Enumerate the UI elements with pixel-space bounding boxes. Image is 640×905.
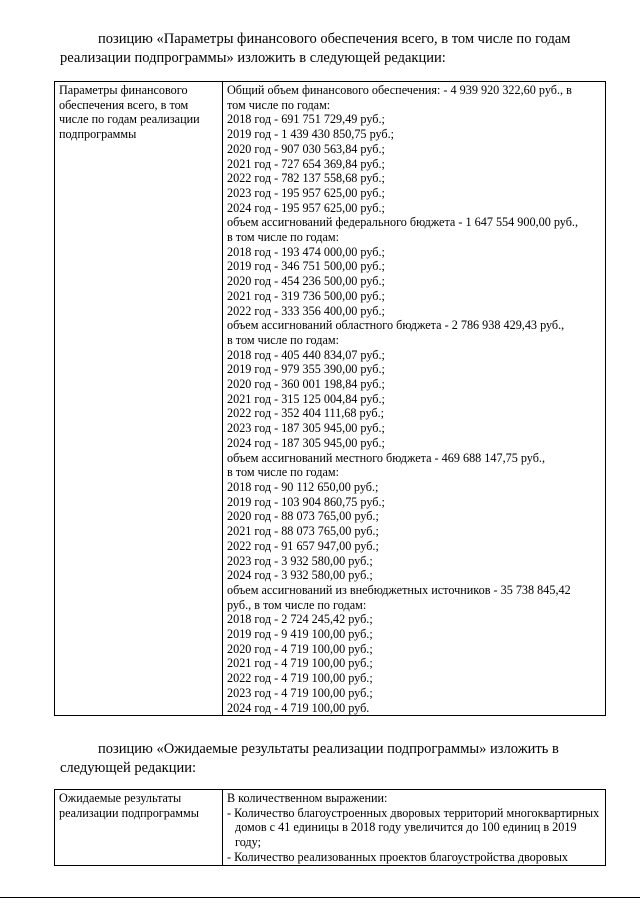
page-bottom-rule <box>0 897 640 898</box>
results-heading: В количественном выражении: <box>227 791 388 805</box>
financing-line: 2023 год - 4 719 100,00 руб.; <box>227 685 373 700</box>
financing-table <box>54 81 606 716</box>
financing-line: в том числе по годам: <box>227 230 339 245</box>
results-item-2: - Количество реализованных проектов благоустройства дворовых <box>227 849 569 864</box>
financing-line: 2021 год - 4 719 100,00 руб.; <box>227 656 373 671</box>
financing-line: 2022 год - 91 657 947,00 руб.; <box>227 538 379 553</box>
financing-line: 2021 год - 727 654 369,84 руб.; <box>227 156 385 171</box>
financing-line: 2022 год - 333 356 400,00 руб.; <box>227 303 385 318</box>
financing-line: 2023 год - 195 957 625,00 руб.; <box>227 185 385 200</box>
financing-line: 2020 год - 360 001 198,84 руб.; <box>227 377 385 392</box>
financing-line: 2018 год - 2 724 245,42 руб.; <box>227 612 373 627</box>
results-label: Ожидаемые результаты реализации подпрограммы <box>59 791 199 820</box>
financing-line: 2021 год - 88 073 765,00 руб.; <box>227 524 379 539</box>
financing-line: 2019 год - 1 439 430 850,75 руб.; <box>227 127 395 142</box>
financing-line: том числе по годам: <box>227 97 331 112</box>
intro-2-line-1: позицию «Ожидаемые результаты реализации подпрограммы» изложить в <box>98 741 559 757</box>
intro-1-line-2: реализации подпрограммы» изложить в следующей редакции: <box>60 50 446 66</box>
results-row <box>55 790 606 866</box>
financing-line: объем ассигнований из внебюджетных источников - 35 738 845,42 <box>227 582 571 597</box>
financing-line: 2019 год - 103 904 860,75 руб.; <box>227 494 385 509</box>
financing-line: 2020 год - 907 030 563,84 руб.; <box>227 141 385 156</box>
financing-line: 2021 год - 315 125 004,84 руб.; <box>227 391 385 406</box>
financing-line: 2024 год - 195 957 625,00 руб.; <box>227 200 385 215</box>
financing-line: 2024 год - 187 305 945,00 руб.; <box>227 435 385 450</box>
financing-line: в том числе по годам: <box>227 332 339 347</box>
financing-line: 2023 год - 3 932 580,00 руб.; <box>227 553 373 568</box>
financing-line: объем ассигнований местного бюджета - 469 688 147,75 руб., <box>227 450 546 465</box>
financing-line: 2018 год - 90 112 650,00 руб.; <box>227 479 379 494</box>
financing-line: в том числе по годам: <box>227 465 339 480</box>
financing-line: объем ассигнований областного бюджета - 2 786 938 429,43 руб., <box>227 318 565 333</box>
financing-line: 2018 год - 405 440 834,07 руб.; <box>227 347 385 362</box>
financing-line: Общий объем финансового обеспечения: - 4 939 920 322,60 руб., в <box>227 83 572 97</box>
financing-label: Параметры финансового обеспечения всего, в том числе по годам реализации подпрограммы <box>59 83 200 142</box>
results-label-cell <box>55 790 223 866</box>
financing-line: 2024 год - 3 932 580,00 руб.; <box>227 568 373 583</box>
financing-line: 2022 год - 352 404 111,68 руб.; <box>227 406 385 421</box>
financing-line: 2024 год - 4 719 100,00 руб. <box>227 700 370 715</box>
financing-line: 2020 год - 88 073 765,00 руб.; <box>227 509 379 524</box>
financing-line: 2022 год - 782 137 558,68 руб.; <box>227 171 385 186</box>
financing-line: 2022 год - 4 719 100,00 руб.; <box>227 671 373 686</box>
intro-2-line-2: следующей редакции: <box>60 760 197 776</box>
intro-paragraph-1 <box>60 30 600 68</box>
financing-line: 2019 год - 346 751 500,00 руб.; <box>227 259 385 274</box>
financing-line: 2019 год - 979 355 390,00 руб.; <box>227 362 385 377</box>
financing-line: 2019 год - 9 419 100,00 руб.; <box>227 627 373 642</box>
financing-label-cell <box>55 82 223 716</box>
financing-line: объем ассигнований федерального бюджета - 1 647 554 900,00 руб., <box>227 215 579 230</box>
results-table <box>54 789 606 866</box>
intro-1-line-1: позицию «Параметры финансового обеспечения всего, в том числе по годам <box>98 31 571 47</box>
financing-line: 2018 год - 193 474 000,00 руб.; <box>227 244 385 259</box>
financing-row <box>55 82 606 716</box>
financing-line: руб., в том числе по годам: <box>227 597 367 612</box>
financing-line: 2020 год - 4 719 100,00 руб.; <box>227 641 373 656</box>
financing-line: 2020 год - 454 236 500,00 руб.; <box>227 274 385 289</box>
financing-value-cell <box>223 82 606 716</box>
financing-line: 2018 год - 691 751 729,49 руб.; <box>227 112 385 127</box>
results-item-1: - Количество благоустроенных дворовых территорий многоквартирных домов с 41 единицы в 2018 году увеличится до 100 единиц в 2019 году; <box>227 805 600 850</box>
intro-paragraph-2 <box>60 740 600 778</box>
financing-line: 2021 год - 319 736 500,00 руб.; <box>227 288 385 303</box>
results-value-cell <box>223 790 606 866</box>
financing-line: 2023 год - 187 305 945,00 руб.; <box>227 421 385 436</box>
